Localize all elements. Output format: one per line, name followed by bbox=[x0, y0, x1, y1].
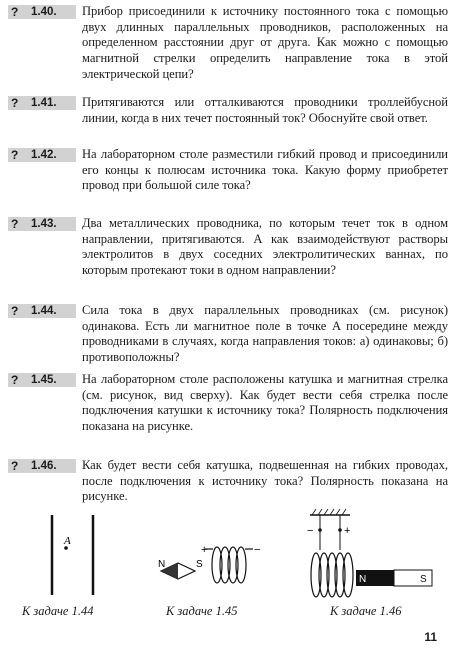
problem-badge bbox=[8, 148, 76, 162]
plus-label: + bbox=[201, 544, 208, 556]
problem-badge bbox=[8, 304, 76, 318]
problem-badge bbox=[8, 5, 76, 19]
caption-1-46: К задаче 1.46 bbox=[330, 604, 402, 618]
right-terminal bbox=[338, 528, 342, 532]
problem-number: 1.46. bbox=[31, 460, 57, 472]
point-a-label: A bbox=[64, 535, 71, 547]
caption-1-45: К задаче 1.45 bbox=[166, 604, 238, 618]
question-icon: ? bbox=[11, 96, 19, 110]
minus-label: − bbox=[254, 544, 261, 556]
problem-number: 1.43. bbox=[31, 218, 57, 230]
question-icon: ? bbox=[11, 217, 19, 231]
question-icon: ? bbox=[11, 148, 19, 162]
problem-1-44 bbox=[8, 303, 448, 366]
coil-45 bbox=[205, 547, 253, 583]
left-terminal bbox=[318, 528, 322, 532]
problem-1-40 bbox=[8, 4, 448, 83]
problem-text: Прибор присоединили к источнику постоянного тока с помощью двух длинных параллельных проводников, расположенных на определенном расстоянии друг от друга. Как можно с помощью магнитной стрелки определить направление тока в этой электрической цепи? bbox=[82, 4, 448, 81]
question-icon: ? bbox=[11, 373, 19, 387]
caption-1-44: К задаче 1.44 bbox=[22, 604, 94, 618]
plus-label: + bbox=[344, 525, 351, 537]
coil-46 bbox=[311, 553, 353, 597]
question-icon: ? bbox=[11, 304, 19, 318]
figure-1-46 bbox=[307, 509, 432, 597]
problem-number: 1.42. bbox=[31, 149, 57, 161]
question-icon: ? bbox=[11, 5, 19, 19]
needle-n-label: N bbox=[158, 559, 166, 570]
problem-number: 1.44. bbox=[31, 305, 57, 317]
problem-text: Как будет вести себя катушка, подвешенная на гибких проводах, после подключения к источнику тока? Полярность показана на рисунке. bbox=[82, 458, 448, 504]
problem-text: Сила тока в двух параллельных проводниках (см. рисунок) одинакова. Есть ли магнитное поле в точке A посередине между проводниками в случаях, когда направления токов: а) одинаковы; б) противоположны? bbox=[82, 303, 448, 365]
problem-number: 1.45. bbox=[31, 374, 57, 386]
figure-1-45 bbox=[158, 544, 260, 583]
problem-1-41 bbox=[8, 95, 448, 126]
magnet-n-label: N bbox=[359, 574, 367, 585]
figure-1-44 bbox=[52, 515, 93, 595]
problem-1-46 bbox=[8, 458, 448, 505]
minus-label: − bbox=[307, 525, 314, 537]
problem-text: На лабораторном столе расположены катушка и магнитная стрелка (см. рисунок, вид сверху). Как будет вести себя стрелка после подключения катушки к источнику тока? Полярность подключения показана на рисунке. bbox=[82, 372, 448, 434]
problem-text: Два металлических проводника, по которым течет ток в одном направлении, притягиваются. А как взаимодействуют растворы электролитов в двух соседних электролитических ваннах, по которым протекают токи в одном направлении? bbox=[82, 216, 448, 278]
needle-s-label: S bbox=[196, 559, 203, 570]
problem-badge bbox=[8, 459, 76, 473]
problem-number: 1.40. bbox=[31, 6, 57, 18]
problem-badge bbox=[8, 96, 76, 110]
problem-number: 1.41. bbox=[31, 97, 57, 109]
problem-badge bbox=[8, 217, 76, 231]
magnet-s-label: S bbox=[420, 574, 427, 585]
problem-badge bbox=[8, 373, 76, 387]
problem-1-43 bbox=[8, 216, 448, 279]
problem-text: Притягиваются или отталкиваются проводники троллейбусной линии, когда в них течет постоянный ток? Обоснуйте свой ответ. bbox=[82, 95, 448, 125]
ceiling-hatching bbox=[312, 509, 346, 515]
problem-text: На лабораторном столе разместили гибкий провод и присоединили его концы к полюсам источника тока. Какую форму приобретет провод при большой силе тока? bbox=[82, 147, 448, 193]
question-icon: ? bbox=[11, 459, 19, 473]
problem-1-45 bbox=[8, 372, 448, 435]
page-number: 11 bbox=[424, 630, 437, 644]
problem-1-42 bbox=[8, 147, 448, 194]
